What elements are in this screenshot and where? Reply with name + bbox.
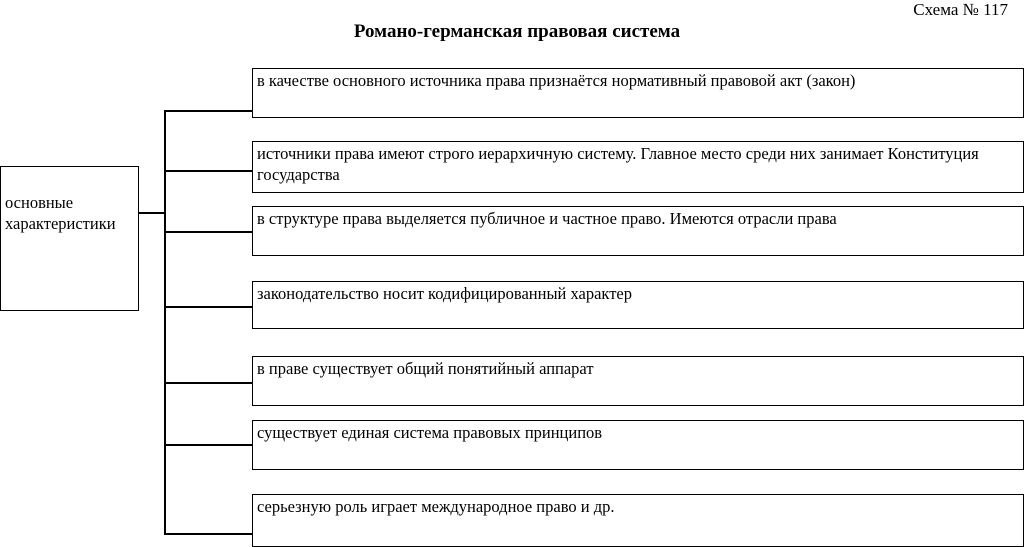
item-text-1: в качестве основного источника права признаётся нормативный правовой акт (закон)	[257, 71, 856, 90]
root-connector	[139, 212, 165, 214]
item-box-6	[252, 420, 1024, 470]
item-box-7	[252, 494, 1024, 547]
branch-connector-3	[164, 231, 253, 233]
item-text-3: в структуре права выделяется публичное и частное право. Имеются отрасли права	[257, 209, 837, 228]
branch-connector-2	[164, 170, 253, 172]
scheme-number: Схема № 117	[913, 0, 1008, 19]
item-box-3	[252, 206, 1024, 256]
item-text-6: существует единая система правовых принципов	[257, 423, 603, 442]
branch-connector-1	[164, 110, 253, 112]
branch-connector-7	[164, 533, 253, 535]
item-box-4	[252, 281, 1024, 329]
root-node	[0, 166, 139, 311]
root-node-label: основные характеристики	[5, 193, 116, 233]
item-box-5	[252, 356, 1024, 406]
diagram-title: Романо-германская правовая система	[353, 21, 681, 42]
item-box-1	[252, 68, 1024, 118]
item-text-2: источники права имеют строго иерархичную систему. Главное место среди них занимает Конституция государства	[257, 144, 979, 184]
item-text-4: законодательство носит кодифицированный характер	[257, 284, 632, 303]
item-text-5: в праве существует общий понятийный аппарат	[257, 359, 594, 378]
trunk-line	[164, 110, 166, 534]
item-box-2	[252, 141, 1024, 193]
item-text-7: серьезную роль играет международное право и др.	[257, 497, 615, 516]
branch-connector-5	[164, 382, 253, 384]
branch-connector-4	[164, 306, 253, 308]
branch-connector-6	[164, 444, 253, 446]
